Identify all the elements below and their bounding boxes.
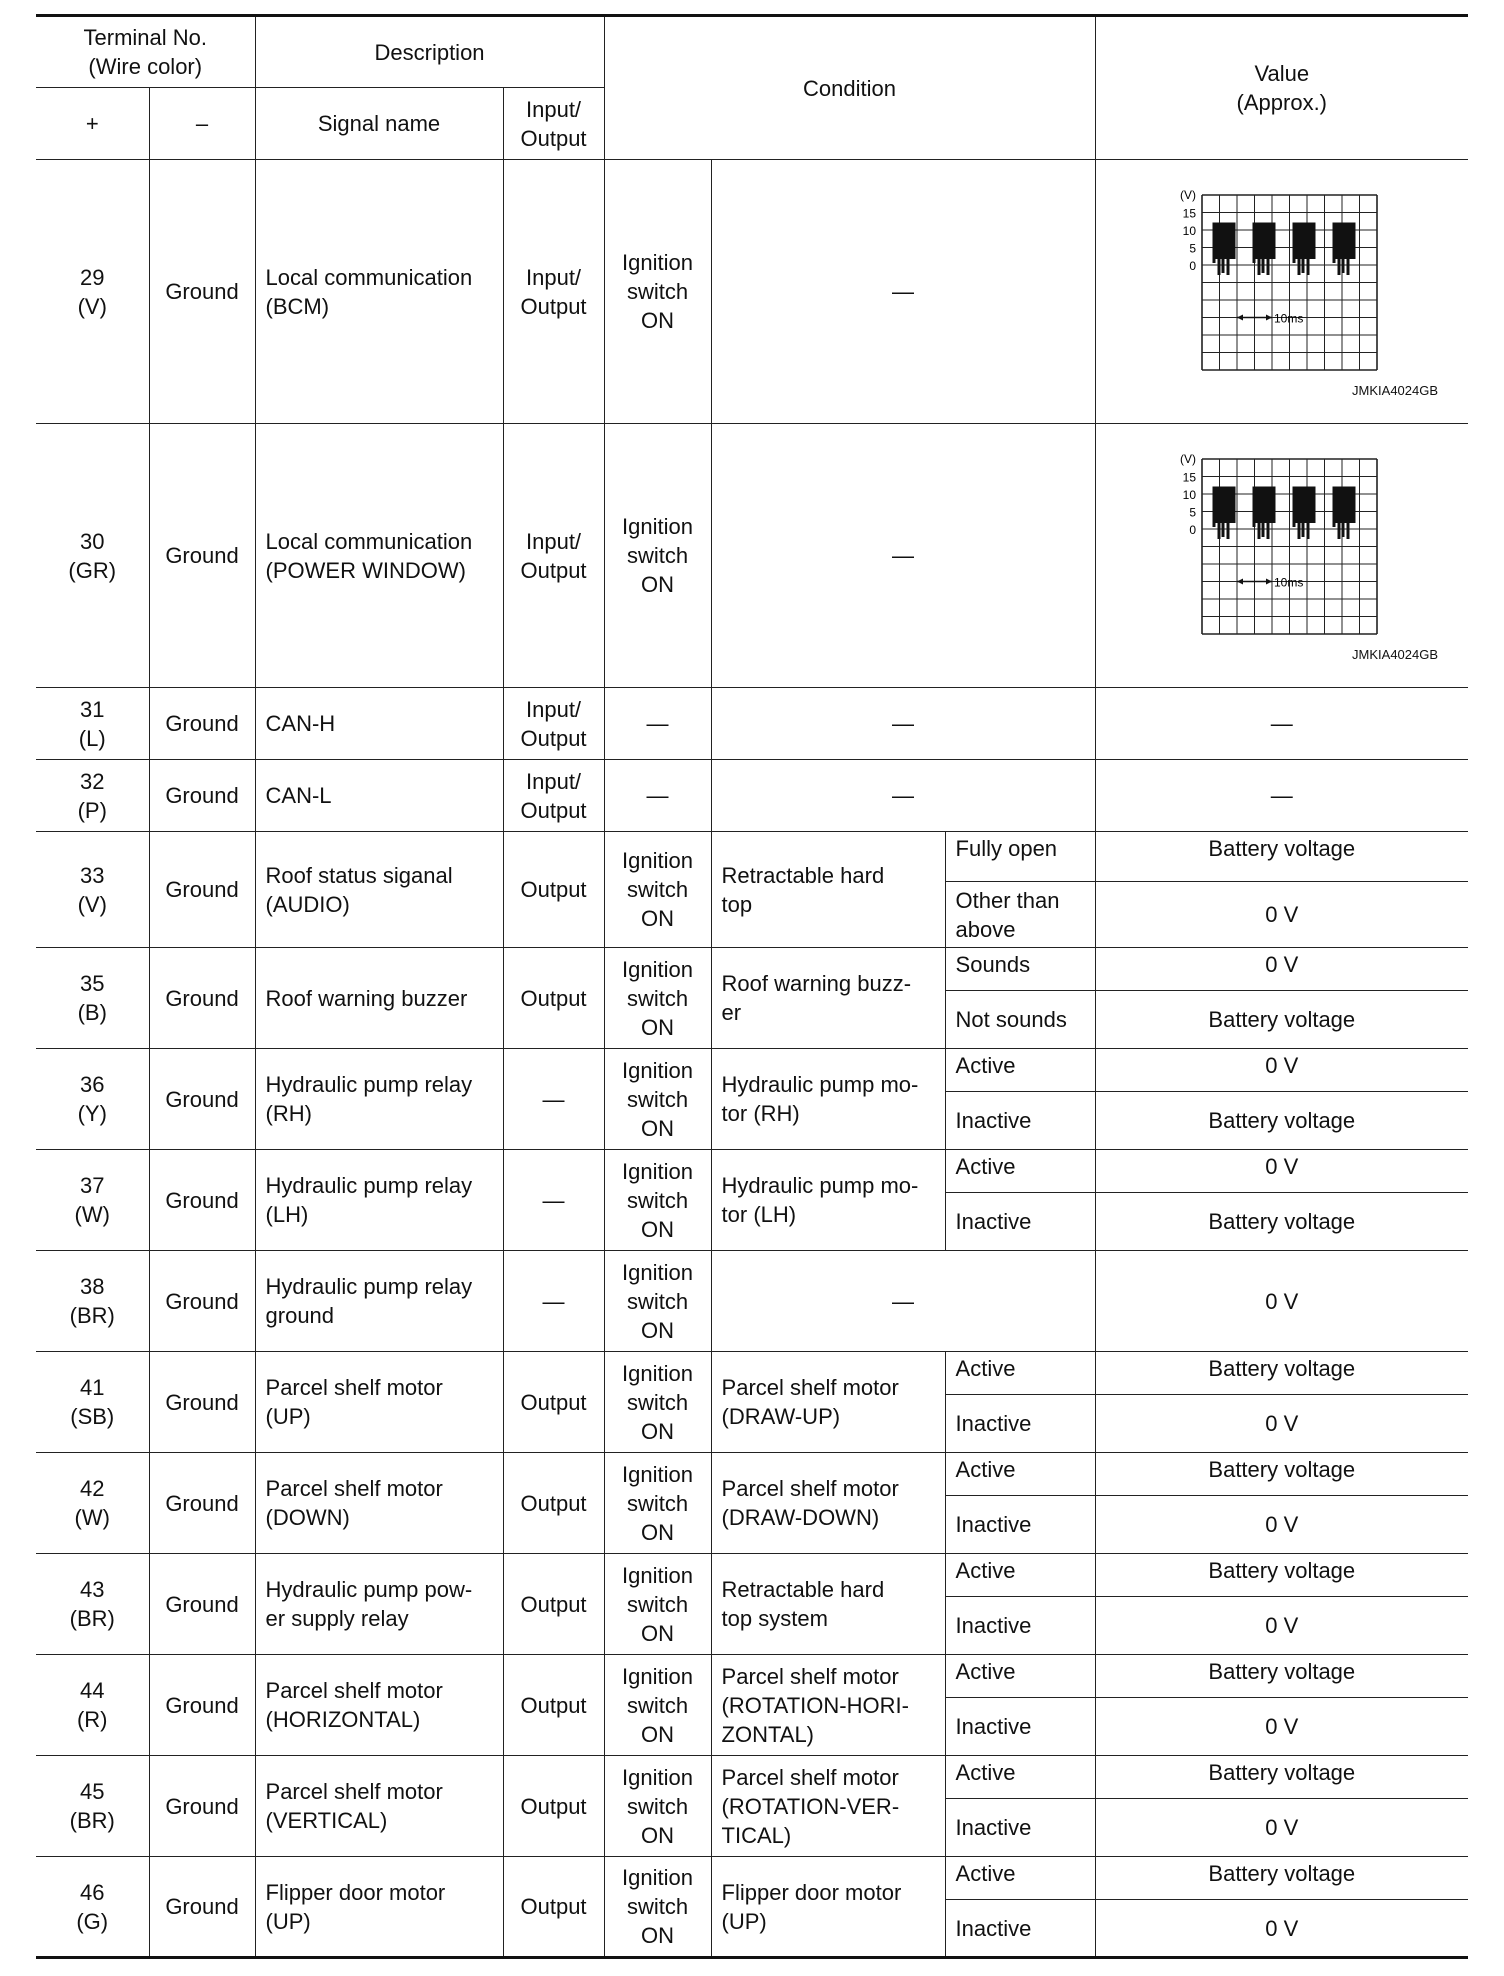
terminal-number: 36 (Y): [36, 1049, 149, 1150]
signal-name: Hydraulic pump relay ground: [255, 1251, 503, 1352]
signal-name: Parcel shelf motor (VERTICAL): [255, 1756, 503, 1857]
condition-state: Active: [945, 1655, 1095, 1698]
condition-detail: Hydraulic pump mo- tor (LH): [711, 1150, 945, 1251]
terminal-number: 31 (L): [36, 688, 149, 760]
condition-state: Active: [945, 1554, 1095, 1597]
value-cell: Battery voltage: [1095, 1352, 1468, 1395]
terminal-number: 29 (V): [36, 160, 149, 424]
table-row: [36, 1251, 1468, 1352]
value-cell: 0 V: [1095, 1150, 1468, 1193]
ground-terminal: Ground: [149, 1857, 255, 1958]
condition-state: Active: [945, 1756, 1095, 1799]
condition-switch: Ignition switch ON: [604, 1150, 711, 1251]
table-row: [36, 1453, 1468, 1496]
condition-state: Fully open: [945, 832, 1095, 882]
ground-terminal: Ground: [149, 688, 255, 760]
signal-name: CAN-H: [255, 688, 503, 760]
table-row: [36, 760, 1468, 832]
ground-terminal: Ground: [149, 1453, 255, 1554]
input-output: Output: [503, 1554, 604, 1655]
condition-header: Condition: [604, 16, 1095, 160]
condition-detail: —: [711, 424, 1095, 688]
input-output: Output: [503, 948, 604, 1049]
ground-terminal: Ground: [149, 1655, 255, 1756]
condition-state: Sounds: [945, 948, 1095, 991]
terminal-number: 42 (W): [36, 1453, 149, 1554]
input-output: Output: [503, 1453, 604, 1554]
condition-state: Inactive: [945, 1799, 1095, 1857]
signal-name: Hydraulic pump relay (RH): [255, 1049, 503, 1150]
waveform-y-tick: 0: [1188, 522, 1196, 537]
condition-detail: Roof warning buzz- er: [711, 948, 945, 1049]
table-row: [36, 160, 1468, 424]
terminal-number: 35 (B): [36, 948, 149, 1049]
table-row: [36, 1756, 1468, 1799]
condition-state: Inactive: [945, 1900, 1095, 1958]
condition-state: Active: [945, 1049, 1095, 1092]
condition-detail: Parcel shelf motor (DRAW-DOWN): [711, 1453, 945, 1554]
condition-switch: Ignition switch ON: [604, 948, 711, 1049]
condition-switch: —: [604, 688, 711, 760]
condition-switch: Ignition switch ON: [604, 1857, 711, 1958]
ground-terminal: Ground: [149, 1251, 255, 1352]
terminal-number: 46 (G): [36, 1857, 149, 1958]
condition-state: Inactive: [945, 1092, 1095, 1150]
waveform-y-tick: 0: [1188, 258, 1196, 273]
condition-state: Inactive: [945, 1597, 1095, 1655]
input-output: —: [503, 1251, 604, 1352]
input-output: Input/ Output: [503, 688, 604, 760]
signal-name: Parcel shelf motor (HORIZONTAL): [255, 1655, 503, 1756]
terminal-no-header: Terminal No. (Wire color): [36, 16, 255, 88]
signal-name: Parcel shelf motor (UP): [255, 1352, 503, 1453]
waveform-unit-label: (V): [1179, 451, 1196, 466]
condition-state: Inactive: [945, 1395, 1095, 1453]
waveform-figure: [1096, 185, 1469, 399]
condition-detail: Retractable hard top system: [711, 1554, 945, 1655]
value-cell: —: [1095, 688, 1468, 760]
value-cell: Battery voltage: [1095, 1193, 1468, 1251]
terminal-number: 32 (P): [36, 760, 149, 832]
terminal-number: 45 (BR): [36, 1756, 149, 1857]
ground-terminal: Ground: [149, 760, 255, 832]
value-cell: Battery voltage: [1095, 1453, 1468, 1496]
ground-terminal: Ground: [149, 1554, 255, 1655]
input-output: Output: [503, 1857, 604, 1958]
value-cell: 0 V: [1095, 1698, 1468, 1756]
waveform-figure: [1096, 449, 1469, 663]
input-output: Output: [503, 1352, 604, 1453]
signal-name: Roof warning buzzer: [255, 948, 503, 1049]
condition-switch: Ignition switch ON: [604, 832, 711, 948]
signal-name: Roof status siganal (AUDIO): [255, 832, 503, 948]
value-cell: 0 V: [1095, 948, 1468, 991]
terminal-spec-table: [36, 14, 1468, 1959]
signal-name: Parcel shelf motor (DOWN): [255, 1453, 503, 1554]
waveform-graph: [1174, 449, 1404, 649]
signal-name: Flipper door motor (UP): [255, 1857, 503, 1958]
terminal-number: 33 (V): [36, 832, 149, 948]
table-row: [36, 1049, 1468, 1092]
waveform-time-label: 10ms: [1273, 575, 1303, 589]
terminal-number: 38 (BR): [36, 1251, 149, 1352]
figure-code: JMKIA4024GB: [1352, 382, 1439, 398]
value-cell: Battery voltage: [1095, 1554, 1468, 1597]
condition-state: Inactive: [945, 1698, 1095, 1756]
waveform-time-label: 10ms: [1273, 311, 1303, 325]
terminal-number: 37 (W): [36, 1150, 149, 1251]
table-row: [36, 832, 1468, 882]
waveform-y-tick: 15: [1182, 206, 1196, 220]
condition-state: Not sounds: [945, 991, 1095, 1049]
io-header: Input/ Output: [503, 88, 604, 160]
value-cell: Battery voltage: [1095, 1857, 1468, 1900]
signal-name: CAN-L: [255, 760, 503, 832]
input-output: —: [503, 1150, 604, 1251]
figure-code: JMKIA4024GB: [1352, 646, 1439, 662]
value-cell: Battery voltage: [1095, 1756, 1468, 1799]
condition-state: Active: [945, 1857, 1095, 1900]
signal-name-header: Signal name: [255, 88, 503, 160]
table-row: [36, 1857, 1468, 1900]
value-cell: 0 V: [1095, 1049, 1468, 1092]
table-row: [36, 424, 1468, 688]
value-cell: 0 V: [1095, 1799, 1468, 1857]
ground-terminal: Ground: [149, 160, 255, 424]
terminal-number: 30 (GR): [36, 424, 149, 688]
condition-state: Inactive: [945, 1496, 1095, 1554]
condition-state: Other than above: [945, 882, 1095, 948]
condition-detail: Hydraulic pump mo- tor (RH): [711, 1049, 945, 1150]
header-row-top: [36, 16, 1468, 88]
condition-switch: Ignition switch ON: [604, 1251, 711, 1352]
condition-state: Inactive: [945, 1193, 1095, 1251]
value-cell: Battery voltage: [1095, 832, 1468, 882]
condition-state: Active: [945, 1352, 1095, 1395]
description-header: Description: [255, 16, 604, 88]
terminal-number: 43 (BR): [36, 1554, 149, 1655]
input-output: Output: [503, 1756, 604, 1857]
ground-terminal: Ground: [149, 1352, 255, 1453]
table-body: [36, 160, 1468, 1958]
condition-switch: Ignition switch ON: [604, 160, 711, 424]
condition-switch: Ignition switch ON: [604, 1756, 711, 1857]
condition-detail: Flipper door motor (UP): [711, 1857, 945, 1958]
condition-detail: —: [711, 1251, 1095, 1352]
input-output: Input/ Output: [503, 424, 604, 688]
value-cell: —: [1095, 760, 1468, 832]
value-waveform-cell: [1095, 160, 1468, 424]
condition-switch: Ignition switch ON: [604, 1049, 711, 1150]
waveform-graph: [1174, 185, 1404, 385]
condition-detail: —: [711, 760, 1095, 832]
table-row: [36, 1655, 1468, 1698]
table-row: [36, 1352, 1468, 1395]
value-cell: 0 V: [1095, 1597, 1468, 1655]
value-cell: Battery voltage: [1095, 1655, 1468, 1698]
waveform-y-tick: 10: [1182, 223, 1196, 238]
signal-name: Hydraulic pump pow- er supply relay: [255, 1554, 503, 1655]
condition-switch: Ignition switch ON: [604, 1554, 711, 1655]
value-cell: Battery voltage: [1095, 1092, 1468, 1150]
ground-terminal: Ground: [149, 1756, 255, 1857]
table-row: [36, 688, 1468, 760]
terminal-spec-document: [36, 14, 1468, 1959]
value-cell: 0 V: [1095, 1251, 1468, 1352]
signal-name: Local communication (POWER WINDOW): [255, 424, 503, 688]
input-output: Input/ Output: [503, 160, 604, 424]
value-cell: 0 V: [1095, 1395, 1468, 1453]
condition-state: Active: [945, 1453, 1095, 1496]
value-cell: Battery voltage: [1095, 991, 1468, 1049]
ground-terminal: Ground: [149, 948, 255, 1049]
condition-detail: Retractable hard top: [711, 832, 945, 948]
value-cell: 0 V: [1095, 882, 1468, 948]
condition-switch: Ignition switch ON: [604, 1655, 711, 1756]
condition-switch: —: [604, 760, 711, 832]
condition-switch: Ignition switch ON: [604, 1352, 711, 1453]
table-row: [36, 948, 1468, 991]
input-output: —: [503, 1049, 604, 1150]
signal-name: Hydraulic pump relay (LH): [255, 1150, 503, 1251]
plus-header: +: [36, 88, 149, 160]
waveform-y-tick: 10: [1182, 487, 1196, 502]
condition-detail: —: [711, 688, 1095, 760]
value-header: Value (Approx.): [1095, 16, 1468, 160]
condition-switch: Ignition switch ON: [604, 424, 711, 688]
signal-name: Local communication (BCM): [255, 160, 503, 424]
ground-terminal: Ground: [149, 1150, 255, 1251]
input-output: Input/ Output: [503, 760, 604, 832]
value-cell: 0 V: [1095, 1496, 1468, 1554]
ground-terminal: Ground: [149, 424, 255, 688]
terminal-number: 41 (SB): [36, 1352, 149, 1453]
table-row: [36, 1150, 1468, 1193]
ground-terminal: Ground: [149, 1049, 255, 1150]
condition-state: Active: [945, 1150, 1095, 1193]
value-waveform-cell: [1095, 424, 1468, 688]
waveform-y-tick: 5: [1188, 241, 1196, 255]
condition-switch: Ignition switch ON: [604, 1453, 711, 1554]
waveform-y-tick: 15: [1182, 470, 1196, 484]
condition-detail: Parcel shelf motor (ROTATION-HORI- ZONTAL): [711, 1655, 945, 1756]
value-cell: 0 V: [1095, 1900, 1468, 1958]
input-output: Output: [503, 1655, 604, 1756]
ground-terminal: Ground: [149, 832, 255, 948]
condition-detail: Parcel shelf motor (ROTATION-VER- TICAL): [711, 1756, 945, 1857]
condition-detail: —: [711, 160, 1095, 424]
input-output: Output: [503, 832, 604, 948]
waveform-y-tick: 5: [1188, 505, 1196, 519]
minus-header: –: [149, 88, 255, 160]
waveform-unit-label: (V): [1179, 187, 1196, 202]
condition-detail: Parcel shelf motor (DRAW-UP): [711, 1352, 945, 1453]
table-row: [36, 1554, 1468, 1597]
terminal-number: 44 (R): [36, 1655, 149, 1756]
